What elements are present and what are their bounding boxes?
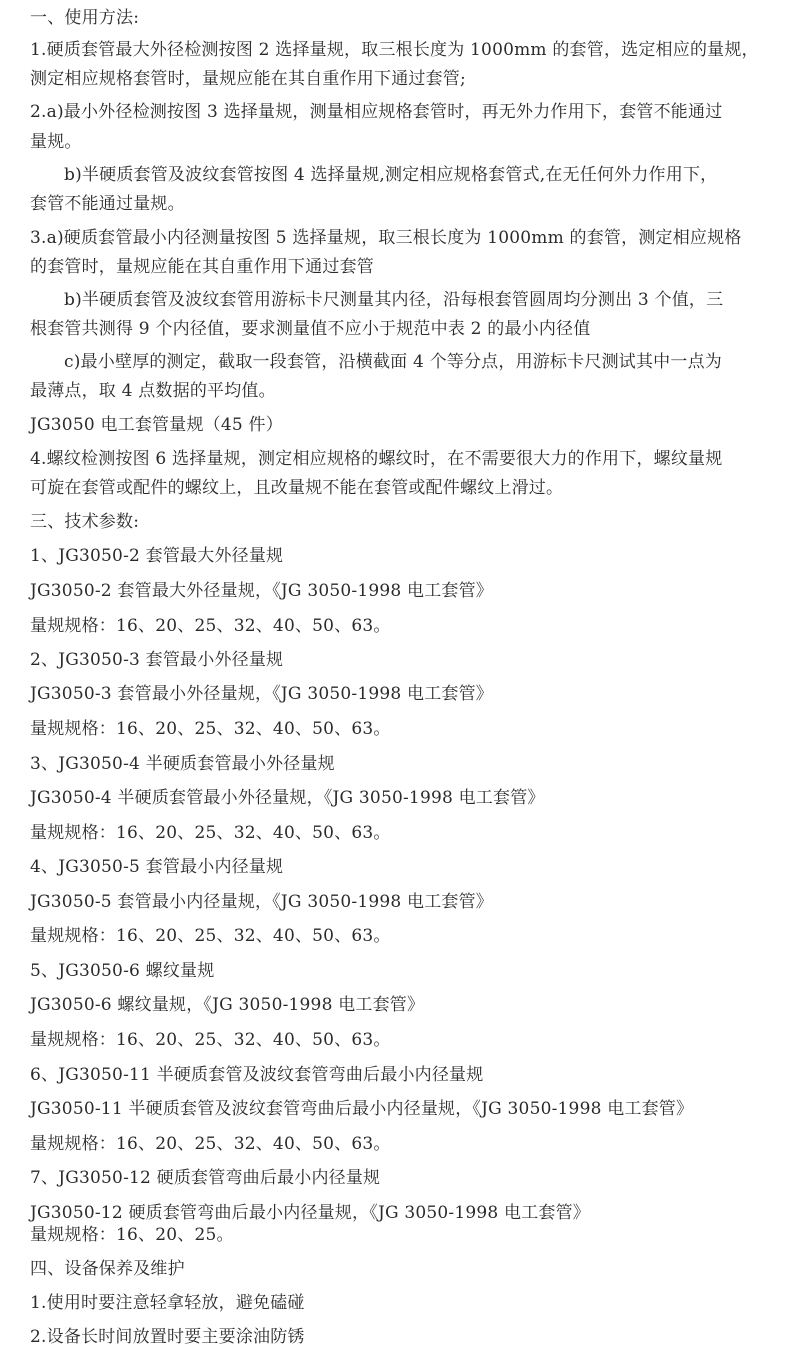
item-heading: 3、JG3050-4 半硬质套管最小外径量规: [30, 754, 335, 774]
paragraph-line: 套管不能通过量规。: [30, 194, 185, 214]
paragraph-line: 根套管共测得 9 个内径值，要求测量值不应小于规范中表 2 的最小内径值: [30, 319, 591, 339]
item-spec: 量规规格：16、20、25、32、40、50、63。: [30, 926, 391, 946]
item-description: JG3050-2 套管最大外径量规，《JG 3050-1998 电工套管》: [30, 581, 493, 601]
item-heading: 6、JG3050-11 半硬质套管及波纹套管弯曲后最小内径量规: [30, 1065, 484, 1085]
item-heading: 4、JG3050-5 套管最小内径量规: [30, 857, 284, 877]
item-heading: 5、JG3050-6 螺纹量规: [30, 961, 215, 981]
paragraph-line: 测定相应规格套管时，量规应能在其自重作用下通过套管;: [30, 69, 466, 89]
paragraph-line: b)半硬质套管及波纹套管用游标卡尺测量其内径，沿每根套管圆周均分测出 3 个值，三: [64, 290, 724, 310]
section-heading-maintenance: 四、设备保养及维护: [30, 1259, 185, 1279]
paragraph-line: 1.使用时要注意轻拿轻放，避免磕碰: [30, 1293, 305, 1313]
item-description: JG3050-4 半硬质套管最小外径量规，《JG 3050-1998 电工套管》: [30, 788, 545, 808]
item-description: JG3050-12 硬质套管弯曲后最小内径量规，《JG 3050-1998 电工套管》: [30, 1203, 591, 1223]
item-heading: 2、JG3050-3 套管最小外径量规: [30, 650, 284, 670]
paragraph-line: JG3050 电工套管量规（45 件）: [30, 415, 283, 435]
item-description: JG3050-5 套管最小内径量规，《JG 3050-1998 电工套管》: [30, 892, 493, 912]
paragraph-line: 的套管时，量规应能在其自重作用下通过套管: [30, 257, 374, 277]
item-spec: 量规规格：16、20、25。: [30, 1225, 234, 1245]
item-description: JG3050-11 半硬质套管及波纹套管弯曲后最小内径量规，《JG 3050-1998 电工套管》: [30, 1099, 694, 1119]
paragraph-line: 可旋在套管或配件的螺纹上，且改量规不能在套管或配件螺纹上滑过。: [30, 478, 564, 498]
paragraph-line: 2.a)最小外径检测按图 3 选择量规，测量相应规格套管时，再无外力作用下，套管不能通过: [30, 102, 723, 122]
paragraph-line: 1.硬质套管最大外径检测按图 2 选择量规，取三根长度为 1000mm 的套管，选定相应的量规，: [30, 40, 759, 60]
section-heading-tech-params: 三、技术参数:: [30, 512, 140, 532]
item-description: JG3050-6 螺纹量规，《JG 3050-1998 电工套管》: [30, 995, 425, 1015]
paragraph-line: 最薄点，取 4 点数据的平均值。: [30, 381, 276, 401]
item-heading: 7、JG3050-12 硬质套管弯曲后最小内径量规: [30, 1168, 381, 1188]
item-spec: 量规规格：16、20、25、32、40、50、63。: [30, 823, 391, 843]
paragraph-line: 4.螺纹检测按图 6 选择量规，测定相应规格的螺纹时，在不需要很大力的作用下，螺纹量规: [30, 449, 723, 469]
item-heading: 1、JG3050-2 套管最大外径量规: [30, 546, 284, 566]
paragraph-line: 量规。: [30, 132, 82, 152]
section-heading-usage: 一、使用方法:: [30, 8, 140, 28]
paragraph-line: c)最小壁厚的测定，截取一段套管，沿横截面 4 个等分点，用游标卡尺测试其中一点为: [64, 352, 722, 372]
item-spec: 量规规格：16、20、25、32、40、50、63。: [30, 719, 391, 739]
paragraph-line: b)半硬质套管及波纹套管按图 4 选择量规,测定相应规格套管式,在无任何外力作用下，: [64, 165, 718, 185]
item-description: JG3050-3 套管最小外径量规，《JG 3050-1998 电工套管》: [30, 684, 493, 704]
paragraph-line: 2.设备长时间放置时要主要涂油防锈: [30, 1327, 305, 1347]
paragraph-line: 3.a)硬质套管最小内径测量按图 5 选择量规，取三根长度为 1000mm 的套管，测定相应规格: [30, 228, 742, 248]
item-spec: 量规规格：16、20、25、32、40、50、63。: [30, 616, 391, 636]
item-spec: 量规规格：16、20、25、32、40、50、63。: [30, 1134, 391, 1154]
item-spec: 量规规格：16、20、25、32、40、50、63。: [30, 1030, 391, 1050]
